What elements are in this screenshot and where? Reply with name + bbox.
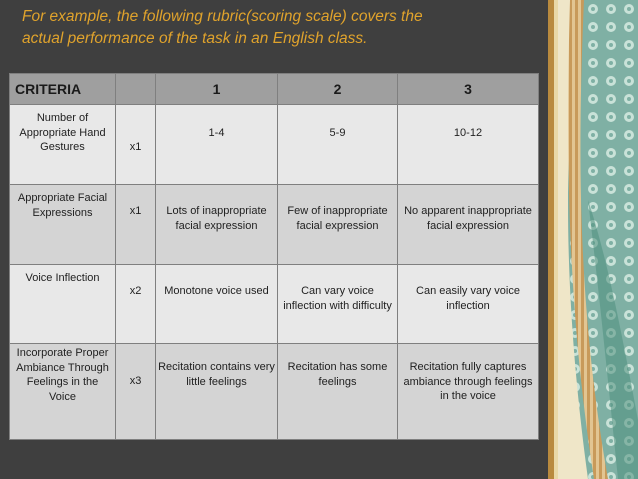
- score-3-cell: Recitation fully captures ambiance through feelings in the voice: [398, 344, 539, 440]
- table-row: [10, 105, 539, 185]
- weight-cell: x1: [116, 185, 156, 265]
- score-2-cell: Can vary voice inflection with difficulty: [278, 265, 398, 344]
- table-row: [10, 344, 539, 440]
- decorative-pattern: [548, 0, 638, 479]
- table-row: [10, 185, 539, 265]
- rubric-table: [9, 73, 539, 440]
- score-3-cell: 10-12: [398, 105, 539, 185]
- header-criteria: CRITERIA: [10, 74, 116, 105]
- weight-cell: x2: [116, 265, 156, 344]
- score-3-cell: No apparent inappropriate facial expression: [398, 185, 539, 265]
- header-score-1: 1: [156, 74, 278, 105]
- score-1-cell: Lots of inappropriate facial expression: [156, 185, 278, 265]
- score-3-cell: Can easily vary voice inflection: [398, 265, 539, 344]
- score-1-cell: Monotone voice used: [156, 265, 278, 344]
- header-score-3: 3: [398, 74, 539, 105]
- criterion-cell: Incorporate Proper Ambiance Through Feelings in the Voice: [10, 344, 116, 440]
- score-2-cell: Few of inappropriate facial expression: [278, 185, 398, 265]
- score-2-cell: 5-9: [278, 105, 398, 185]
- score-2-cell: Recitation has some feelings: [278, 344, 398, 440]
- criterion-cell: Number of Appropriate Hand Gestures: [10, 105, 116, 185]
- score-1-cell: Recitation contains very little feelings: [156, 344, 278, 440]
- decorative-side-panel: [548, 0, 638, 479]
- score-1-cell: 1-4: [156, 105, 278, 185]
- slide-heading: [22, 6, 542, 50]
- header-score-2: 2: [278, 74, 398, 105]
- header-weight: [116, 74, 156, 105]
- weight-cell: x1: [116, 105, 156, 185]
- weight-cell: x3: [116, 344, 156, 440]
- table-row: [10, 265, 539, 344]
- criterion-cell: Appropriate Facial Expressions: [10, 185, 116, 265]
- heading-line-2: actual performance of the task in an English class.: [22, 30, 368, 47]
- criterion-cell: Voice Inflection: [10, 265, 116, 344]
- header-row: [10, 74, 539, 105]
- heading-line-1: For example, the following rubric(scoring scale) covers the: [22, 8, 423, 25]
